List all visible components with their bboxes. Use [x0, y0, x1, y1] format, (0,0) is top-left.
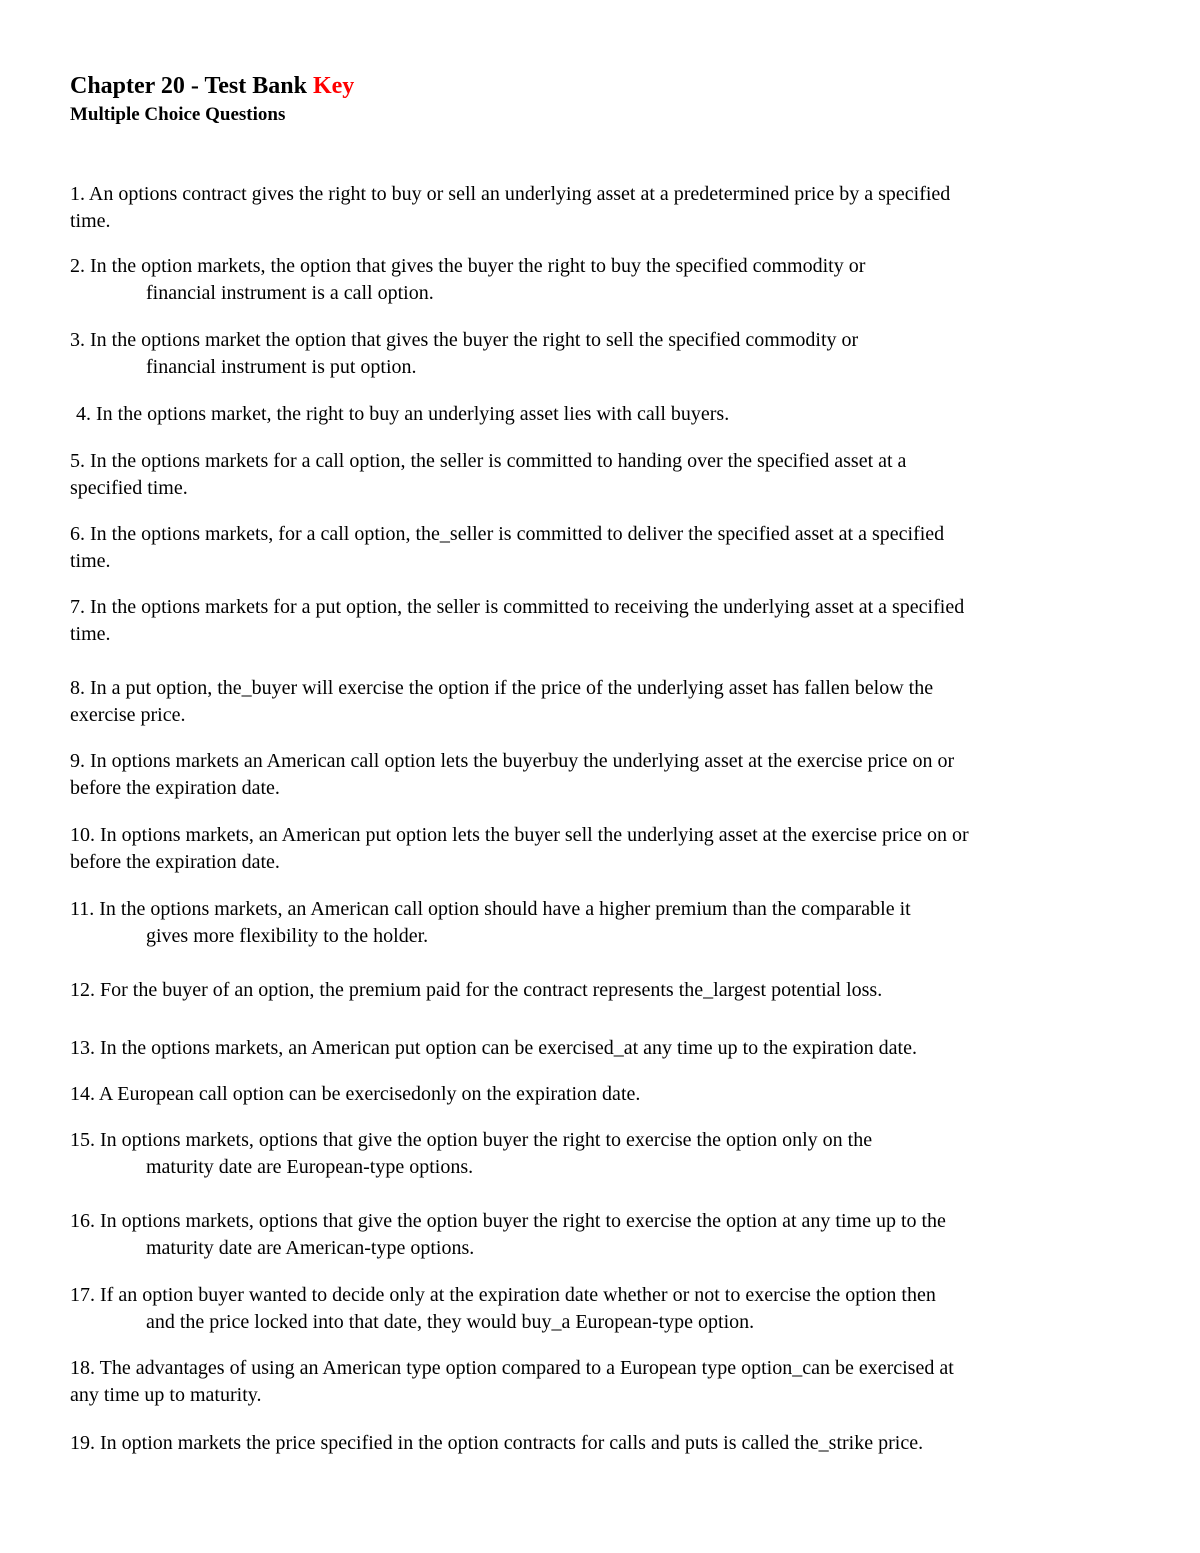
- question-18: [70, 1355, 1150, 1409]
- question-line: time.: [70, 550, 111, 572]
- question-13: [70, 1035, 1150, 1062]
- question-4: [76, 401, 1156, 428]
- question-1: [70, 181, 1150, 235]
- question-11: [70, 896, 1150, 950]
- question-line: 5. In the options markets for a call option, the seller is committed to handing over the specified asset at a: [70, 450, 907, 472]
- question-line: 19. In option markets the price specified in the option contracts for calls and puts is called the_strike price.: [70, 1432, 924, 1454]
- question-15: [70, 1127, 1150, 1181]
- question-8: [70, 675, 1150, 729]
- question-line: exercise price.: [70, 704, 186, 726]
- title-key-word: Key: [312, 73, 355, 99]
- question-line: 15. In options markets, options that give the option buyer the right to exercise the option only on the: [70, 1129, 873, 1151]
- page-title: [70, 70, 354, 102]
- question-line: 16. In options markets, options that give the option buyer the right to exercise the option at any time up to the: [70, 1210, 946, 1232]
- question-line: time.: [70, 623, 111, 645]
- question-line: 14. A European call option can be exercisedonly on the expiration date.: [70, 1083, 641, 1105]
- question-17: [70, 1282, 1150, 1336]
- question-6: [70, 521, 1150, 575]
- question-5: [70, 448, 1150, 502]
- question-line: specified time.: [70, 477, 188, 499]
- question-line: before the expiration date.: [70, 777, 280, 799]
- question-line: 9. In options markets an American call option lets the buyerbuy the underlying asset at the exercise price on or: [70, 750, 955, 772]
- question-line: 6. In the options markets, for a call option, the_seller is committed to deliver the specified asset at a specified: [70, 523, 945, 545]
- question-16: [70, 1208, 1150, 1262]
- question-line: financial instrument is a call option.: [146, 282, 434, 304]
- question-line: financial instrument is put option.: [146, 356, 417, 378]
- question-line: 18. The advantages of using an American type option compared to a European type option_can be exercised at: [70, 1357, 954, 1379]
- question-line: 8. In a put option, the_buyer will exercise the option if the price of the underlying asset has fallen below the: [70, 677, 934, 699]
- question-line: 3. In the options market the option that gives the buyer the right to sell the specified commodity or: [70, 329, 859, 351]
- question-7: [70, 594, 1150, 648]
- question-line: 10. In options markets, an American put option lets the buyer sell the underlying asset at the exercise price on or: [70, 824, 969, 846]
- question-line: 1. An options contract gives the right to buy or sell an underlying asset at a predetermined price by a specified: [70, 183, 951, 205]
- question-line: 4. In the options market, the right to buy an underlying asset lies with call buyers.: [76, 403, 730, 425]
- question-line: gives more flexibility to the holder.: [146, 925, 429, 947]
- question-line: 7. In the options markets for a put option, the seller is committed to receiving the underlying asset at a specified: [70, 596, 965, 618]
- question-12: [70, 977, 1150, 1004]
- question-line: 2. In the option markets, the option that gives the buyer the right to buy the specified commodity or: [70, 255, 866, 277]
- title-text: Chapter 20 - Test Bank: [70, 73, 307, 99]
- question-line: 13. In the options markets, an American put option can be exercised_at any time up to the expiration date.: [70, 1037, 917, 1059]
- question-14: [70, 1081, 1150, 1108]
- question-line: 17. If an option buyer wanted to decide only at the expiration date whether or not to exercise the option then: [70, 1284, 936, 1306]
- question-line: time.: [70, 210, 111, 232]
- question-2: [70, 253, 1150, 307]
- section-subtitle: Multiple Choice Questions: [70, 104, 286, 125]
- question-line: 12. For the buyer of an option, the premium paid for the contract represents the_largest potential loss.: [70, 979, 883, 1001]
- question-3: [70, 327, 1150, 381]
- question-line: and the price locked into that date, they would buy_a European-type option.: [146, 1311, 755, 1333]
- question-line: any time up to maturity.: [70, 1384, 262, 1406]
- question-line: 11. In the options markets, an American call option should have a higher premium than the comparable it: [70, 898, 911, 920]
- question-line: maturity date are American-type options.: [146, 1237, 475, 1259]
- question-line: before the expiration date.: [70, 851, 280, 873]
- question-line: maturity date are European-type options.: [146, 1156, 474, 1178]
- question-19: [70, 1430, 1150, 1457]
- question-9: [70, 748, 1150, 802]
- question-10: [70, 822, 1150, 876]
